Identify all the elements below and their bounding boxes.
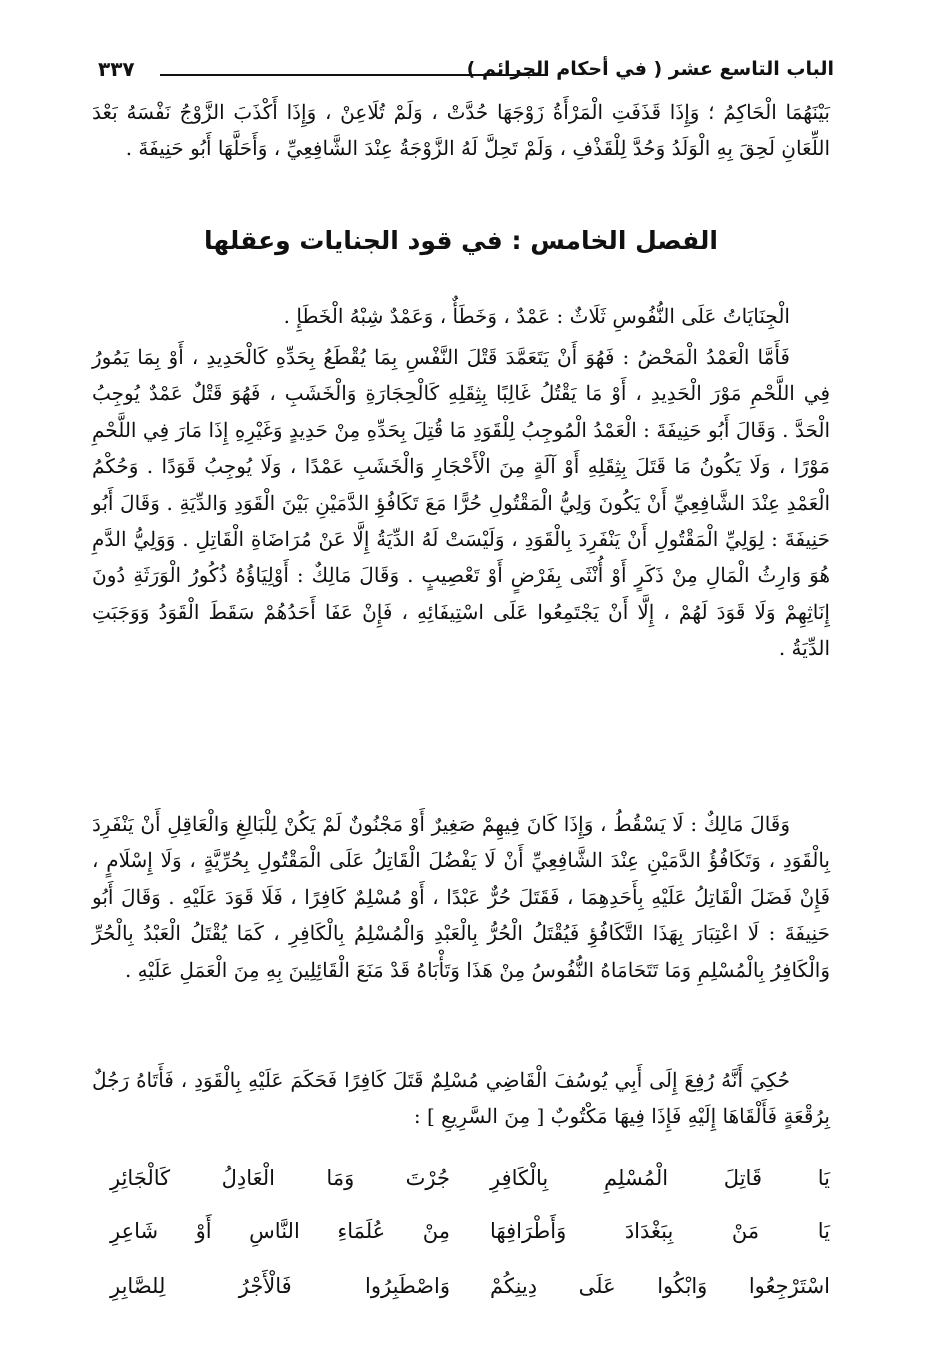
paragraph-pure-intent: فَأَمَّا الْعَمْدُ الْمَحْضُ : فَهُوَ أَنْ يَتَعَمَّدَ قَتْلَ النَّفْسِ بِمَا يُقْطَعُ بِحَدِّهِ كَالْحَدِيدِ ، أَوْ بِمَا يَمُورُ فِي اللَّحْمِ مَوْرَ الْحَدِيدِ ، أَوْ مَا يَقْتُلُ غَالِبًا بِثِقَلِهِ كَالْحِجَارَةِ وَالْخَشَبِ ، فَهُوَ قَتْلٌ عَمْدٌ يُوجِبُ الْحَدَّ . وَقَالَ أَبُو حَنِيفَةَ : الْعَمْدُ الْمُوجِبُ لِلْقَوَدِ مَا قُتِلَ بِحَدِّهِ مِنْ حَدِيدٍ وَغَيْرِهِ إِذَا مَارَ فِي اللَّحْمِ مَوْرًا ، وَلَا يَكُونُ مَا قَتَلَ بِثِقَلِهِ أَوْ آلَةٍ مِنَ الْأَحْجَارِ وَالْخَشَبِ عَمْدًا ، وَلَا يُوجِبُ قَوَدًا . وَحُكْمُ الْعَمْدِ عِنْدَ الشَّافِعِيِّ أَنْ يَكُونَ وَلِيُّ الْمَقْتُولِ حُرًّا مَعَ تَكَافُؤِ الدَّمَيْنِ بَيْنَ الْقَوَدِ وَالدِّيَةِ . وَقَالَ أَبُو حَنِيفَةَ : لِوَلِيِّ الْمَقْتُولِ أَنْ يَنْفَرِدَ بِالْقَوَدِ ، وَلَيْسَتْ لَهُ الدِّيَةُ إِلَّا عَنْ مُرَاضَاةِ الْقَاتِلِ . وَوَلِيُّ الدَّمِ هُوَ وَارِثُ الْمَالِ مِنْ ذَكَرٍ أَوْ أُنْثَى بِفَرْضٍ أَوْ تَعْصِيبٍ . وَقَالَ مَالِكٌ : أَوْلِيَاؤُهُ ذُكُورُ الْوَرَثَةِ دُونَ إِنَاثِهِمْ وَلَا قَوَدَ لَهُمْ ، إِلَّا أَنْ يَجْتَمِعُوا عَلَى اسْتِيفَائِهِ ، فَإِنْ عَفَا أَحَدُهُمْ سَقَطَ الْقَوَدُ وَوَجَبَتِ الدِّيَةُ . xyxy=(92,345,830,661)
verse-second-hemistich: وَاصْطَبِرُوا فَالْأَجْرُ لِلصَّابِرِ xyxy=(110,1274,450,1298)
header-rule xyxy=(160,74,548,76)
page-number: ٣٣٧ xyxy=(98,57,135,81)
verse-first-hemistich: اسْتَرْجِعُوا وَابْكُوا عَلَى دِينِكُمْ xyxy=(490,1274,830,1298)
section-heading: الفصل الخامس : في قود الجنايات وعقلها xyxy=(203,226,718,255)
paragraph-malik-opinion: وَقَالَ مَالِكٌ : لَا يَسْقُطُ ، وَإِذَا كَانَ فِيهِمْ صَغِيرٌ أَوْ مَجْنُونٌ لَمْ يَكُنْ لِلْبَالِغِ وَالْعَاقِلِ أَنْ يَنْفَرِدَ بِالْقَوَدِ ، وَتَكَافُؤُ الدَّمَيْنِ عِنْدَ الشَّافِعِيِّ أَنْ لَا يَفْضُلَ الْقَاتِلُ عَلَى الْمَقْتُولِ بِحُرِّيَّةٍ ، وَلَا إِسْلَامٍ ، فَإِنْ فَضَلَ الْقَاتِلُ عَلَيْهِ بِأَحَدِهِمَا ، فَقَتَلَ حُرٌّ عَبْدًا ، أَوْ مُسْلِمٌ كَافِرًا ، فَلَا قَوَدَ عَلَيْهِ . وَقَالَ أَبُو حَنِيفَةَ : لَا اعْتِبَارَ بِهَذَا التَّكَافُؤِ فَيُقْتَلُ الْحُرُّ بِالْعَبْدِ وَالْمُسْلِمُ بِالْكَافِرِ ، كَمَا يُقْتَلُ الْعَبْدُ بِالْحُرِّ وَالْكَافِرُ بِالْمُسْلِمِ وَمَا تَتَحَامَاهُ النُّفُوسُ مِنْ هَذَا وَتَأْبَاهُ قَدْ مَنَعَ الْقَائِلِينَ بِهِ مِنَ الْعَمَلِ عَلَيْهِ . xyxy=(92,812,830,982)
running-header xyxy=(98,52,834,92)
verse-second-hemistich: مِنْ عُلَمَاءِ النَّاسِ أَوْ شَاعِرِ xyxy=(110,1219,450,1243)
chapter-running-title: الباب التاسع عشر ( في أحكام الجرائم ) xyxy=(466,58,834,80)
poem-verse xyxy=(110,1219,830,1259)
verse-first-hemistich: يَا قَاتِلَ الْمُسْلِمِ بِالْكَافِرِ xyxy=(490,1166,830,1190)
verse-first-hemistich: يَا مَنْ بِبَغْدَادَ وَأَطْرَافِهَا xyxy=(490,1219,830,1243)
paragraph-abu-yusuf-story: حُكِيَ أَنَّهُ رُفِعَ إِلَى أَبِي يُوسُفَ الْقَاضِي مُسْلِمٌ قَتَلَ كَافِرًا فَحَكَمَ عَلَيْهِ بِالْقَوَدِ ، فَأَتَاهُ رَجُلٌ بِرُقْعَةٍ فَأَلْقَاهَا إِلَيْهِ فَإِذَا فِيهَا مَكْتُوبٌ [ مِنَ السَّرِيعِ ] : xyxy=(92,1068,830,1129)
paragraph-crimes-types: الْجِنَايَاتُ عَلَى النُّفُوسِ ثَلَاثٌ : عَمْدٌ ، وَخَطَأٌ ، وَعَمْدٌ شِبْهُ الْخَطَإِ . xyxy=(283,304,790,328)
poem-verse xyxy=(110,1274,830,1314)
intro-paragraph: بَيْنَهُمَا الْحَاكِمُ ؛ وَإِذَا قَذَفَتِ الْمَرْأَةُ زَوْجَهَا حُدَّتْ ، وَلَمْ تُلَاعِنْ ، وَإِذَا أَكْذَبَ الزَّوْجُ نَفْسَهُ بَعْدَ اللِّعَانِ لَحِقَ بِهِ الْوَلَدُ وَحُدَّ لِلْقَذْفِ ، وَلَمْ تَحِلَّ لَهُ الزَّوْجَةُ عِنْدَ الشَّافِعِيِّ ، وَأَحَلَّهَا أَبُو حَنِيفَةَ . xyxy=(92,100,830,160)
verse-second-hemistich: جُرْتَ وَمَا الْعَادِلُ كَالْجَائِرِ xyxy=(110,1166,450,1190)
poem-verse xyxy=(110,1166,830,1206)
